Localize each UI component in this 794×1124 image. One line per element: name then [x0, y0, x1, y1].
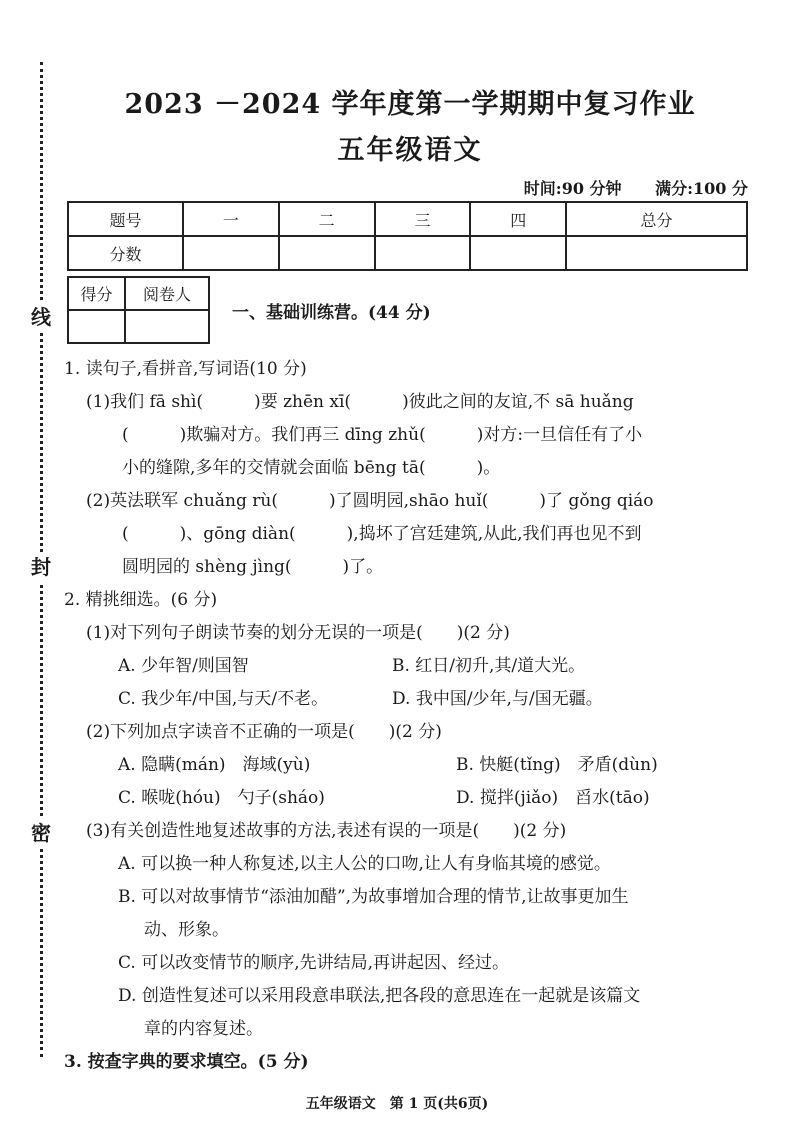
score-row-label: 分数	[68, 236, 183, 270]
score-table	[67, 201, 748, 271]
q2-s1-options-row	[64, 683, 754, 716]
option-c: C. 我少年/中国,与天/不老。	[118, 689, 329, 709]
grader-score-cell[interactable]	[68, 310, 125, 343]
question-2-title: 2. 精挑细选。(6 分)	[64, 590, 218, 610]
option-d-continued: 章的内容复述。	[144, 1019, 263, 1039]
option-b: B. 红日/初升,其/道大光。	[392, 656, 586, 676]
q2-subquestion-1: (1)对下列句子朗读节奏的划分无误的一项是( )(2 分)	[86, 623, 510, 643]
option-b: B. 快艇(tǐng) 矛盾(dùn)	[456, 755, 658, 775]
page-footer: 五年级语文 第 1 页(共6页)	[305, 1096, 489, 1112]
score-header-cell: 三	[375, 202, 471, 236]
q2-s1-options-row	[64, 650, 754, 683]
score-header-cell: 总分	[566, 202, 747, 236]
option-d: D. 我中国/少年,与/国无疆。	[392, 689, 603, 709]
q2-s2-options-row	[64, 749, 754, 782]
score-cell[interactable]	[183, 236, 279, 270]
exam-title: 2023 －2024 学年度第一学期期中复习作业	[124, 89, 696, 120]
score-header-cell: 题号	[68, 202, 183, 236]
score-cell[interactable]	[279, 236, 375, 270]
q2-subquestion-2: (2)下列加点字读音不正确的一项是( )(2 分)	[86, 722, 442, 742]
grader-name-cell[interactable]	[125, 310, 209, 343]
question-content	[64, 353, 754, 1079]
q1-passage-line: 圆明园的 shèng jìng( )了。	[122, 557, 384, 577]
score-table-header-row	[68, 202, 747, 236]
option-a: A. 隐瞒(mán) 海域(yù)	[118, 755, 311, 775]
q1-passage-line: (1)我们 fā shì( )要 zhēn xī( )彼此之间的友谊,不 sā huǎng	[86, 392, 634, 412]
q1-passage-line: 小的缝隙,多年的交情就会面临 bēng tā( )。	[122, 458, 501, 478]
score-header-cell: 二	[279, 202, 375, 236]
option-b: B. 可以对故事情节“添油加醋”,为故事增加合理的情节,让故事更加生	[118, 887, 629, 907]
grader-table	[67, 276, 210, 344]
option-d: D. 搅拌(jiǎo) 舀水(tāo)	[456, 788, 650, 808]
grader-score-label: 得分	[68, 277, 125, 310]
binding-label-secret: 密	[26, 818, 56, 848]
score-header-cell: 四	[470, 202, 566, 236]
score-table-score-row	[68, 236, 747, 270]
score-cell[interactable]	[566, 236, 747, 270]
question-1-title: 1. 读句子,看拼音,写词语(10 分)	[64, 359, 307, 379]
exam-full-score: 满分:100 分	[655, 179, 748, 198]
option-b-continued: 动、形象。	[144, 920, 229, 940]
q2-subquestion-3: (3)有关创造性地复述故事的方法,表述有误的一项是( )(2 分)	[86, 821, 567, 841]
exam-subtitle: 五年级语文	[337, 135, 483, 166]
score-cell[interactable]	[470, 236, 566, 270]
score-header-cell: 一	[183, 202, 279, 236]
exam-meta	[496, 176, 748, 199]
binding-label-seal: 封	[26, 552, 56, 582]
grader-name-label: 阅卷人	[125, 277, 209, 310]
option-a: A. 可以换一种人称复述,以主人公的口吻,让人有身临其境的感觉。	[118, 854, 611, 874]
exam-time: 时间:90 分钟	[523, 179, 622, 198]
question-3-title: 3. 按查字典的要求填空。(5 分)	[64, 1052, 309, 1072]
binding-label-line: 线	[26, 302, 56, 332]
option-c: C. 可以改变情节的顺序,先讲结局,再讲起因、经过。	[118, 953, 510, 973]
option-a: A. 少年智/则国智	[118, 656, 249, 676]
q1-passage-line: ( )欺骗对方。我们再三 dīng zhǔ( )对方:一旦信任有了小	[122, 425, 643, 445]
score-cell[interactable]	[375, 236, 471, 270]
q2-s2-options-row	[64, 782, 754, 815]
option-c: C. 喉咙(hóu) 勺子(sháo)	[118, 788, 325, 808]
q1-passage-line: ( )、gōng diàn( ),捣坏了宫廷建筑,从此,我们再也见不到	[122, 524, 642, 544]
q1-passage-line: (2)英法联军 chuǎng rù( )了圆明园,shāo huǐ( )了 gǒng qiáo	[86, 491, 654, 511]
section-title: 一、基础训练营。(44 分)	[232, 303, 431, 323]
option-d: D. 创造性复述可以采用段意串联法,把各段的意思连在一起就是该篇文	[118, 986, 641, 1006]
